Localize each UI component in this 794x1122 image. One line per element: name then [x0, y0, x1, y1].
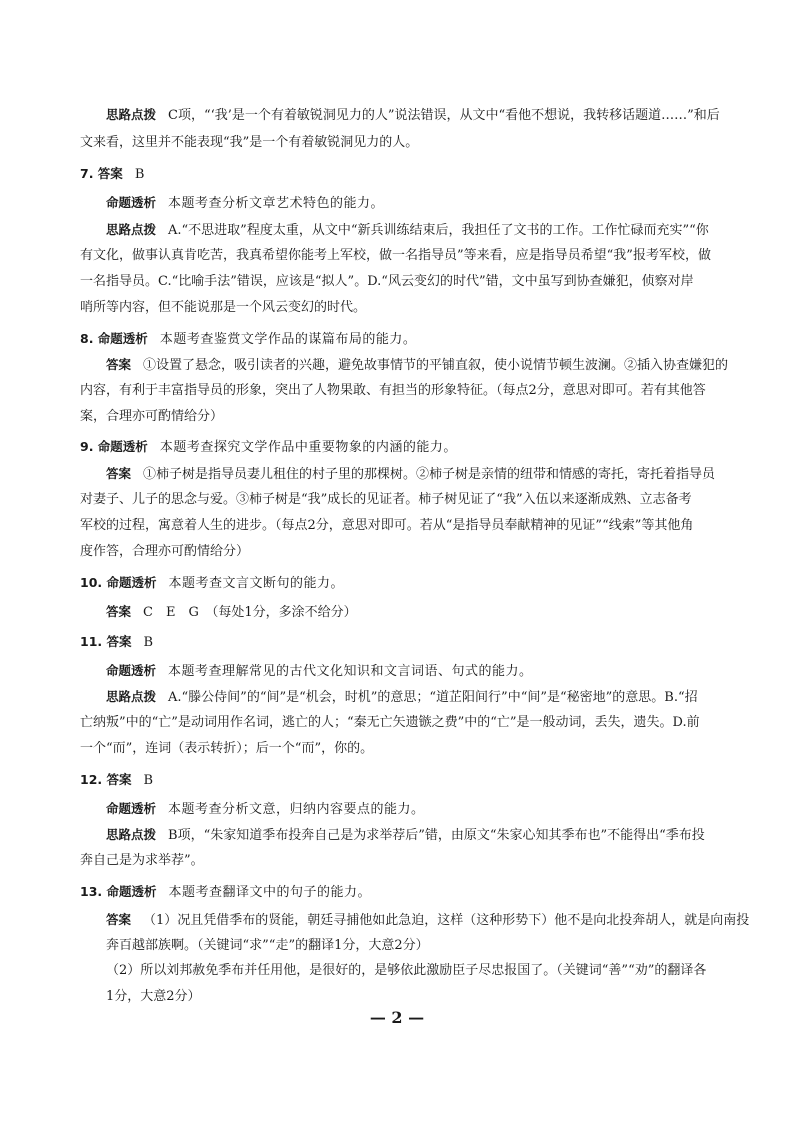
- line-text: B项，“朱家知道季布投奔自己是为求举荐后”错，由原文“朱家心知其季布也”不能得出“季布投: [168, 828, 705, 843]
- text-line: [80, 247, 711, 265]
- line-text: 案，合理亦可酌情给分）: [80, 409, 224, 424]
- text-line: [80, 134, 418, 152]
- section-label: 思路点拨: [106, 689, 157, 704]
- line-text: C E G （每处1分，多涂不给分）: [143, 605, 357, 620]
- section-label: 答案: [106, 912, 132, 927]
- text-line: [80, 771, 153, 790]
- text-line: [80, 714, 700, 732]
- text-line: [80, 299, 366, 317]
- text-line: [106, 194, 384, 213]
- text-line: [106, 662, 533, 681]
- text-line: [106, 988, 201, 1006]
- text-line: [80, 740, 373, 758]
- line-text: 军校的过程，寓意着人生的进步。（每点2分，意思对即可。若从“是指导员奉献精神的见证”“线索”等其他角: [80, 518, 694, 533]
- line-text: B: [143, 773, 154, 788]
- text-line: [80, 883, 371, 902]
- section-label: 13. 命题透析: [80, 884, 157, 899]
- line-text: 一个“而”，连词（表示转折）；后一个“而”，你的。: [80, 741, 374, 756]
- text-line: [106, 937, 429, 955]
- line-text: 奔百越部族啊。（关键词“求”“走”的翻译1分，大意2分）: [106, 938, 429, 953]
- text-line: [106, 465, 715, 484]
- line-text: ①柿子树是指导员妻儿租住的村子里的那棵树。②柿子树是亲情的纽带和情感的寄托，寄托着指导员: [143, 467, 716, 482]
- section-label: 答案: [106, 466, 132, 481]
- text-line: [106, 800, 425, 819]
- line-text: 奔自己是为求举荐”。: [80, 853, 204, 868]
- line-text: 度作答，合理亦可酌情给分）: [80, 544, 250, 559]
- line-text: 亡纳叛”中的“亡”是动词用作名词，逃亡的人；“秦无亡矢遗镞之费”中的“亡”是一般动词，丢失，遗失。D.前: [80, 715, 700, 730]
- section-label: 命题透析: [106, 195, 157, 210]
- text-line: [80, 438, 457, 457]
- text-line: [80, 633, 153, 652]
- section-label: 10. 命题透析: [80, 575, 157, 590]
- section-label: 7. 答案: [80, 166, 123, 181]
- line-text: 本题考查文言文断句的能力。: [168, 576, 345, 591]
- section-label: 思路点拨: [106, 222, 157, 237]
- line-text: 哨所等内容，但不能说那是一个风云变幻的时代。: [80, 300, 367, 315]
- section-label: 9. 命题透析: [80, 439, 148, 454]
- line-text: 文来看，这里并不能表现“我”是一个有着敏锐洞见力的人。: [80, 135, 419, 150]
- text-line: [80, 408, 223, 426]
- line-text: 本题考查翻译文中的句子的能力。: [168, 885, 372, 900]
- line-text: ①设置了悬念，吸引读者的兴趣，避免故事情节的平铺直叙，使小说情节顿生波澜。②插入协查嫌犯的: [143, 358, 729, 373]
- text-line: [80, 273, 694, 291]
- text-line: [106, 688, 698, 707]
- text-line: [106, 911, 749, 930]
- line-text: 一名指导员。C.“比喻手法”错误，应该是“拟人”。D.“风云变幻的时代”错，文中虽写到协查嫌犯，侦察对岸: [80, 274, 694, 289]
- line-text: 本题考查分析文意，归纳内容要点的能力。: [168, 802, 425, 817]
- text-line: [80, 852, 204, 870]
- section-label: 8. 命题透析: [80, 331, 148, 346]
- line-text: 对妻子、儿子的思念与爱。③柿子树是“我”成长的见证者。柿子树见证了“我”入伍以来逐渐成熟、立志备考: [80, 492, 692, 507]
- line-text: 本题考查分析文章艺术特色的能力。: [168, 196, 385, 211]
- section-label: 命题透析: [106, 801, 157, 816]
- text-line: [80, 491, 692, 509]
- line-text: 本题考查探究文学作品中重要物象的内涵的能力。: [159, 440, 457, 455]
- section-label: 12. 答案: [80, 772, 132, 787]
- line-text: 本题考查理解常见的古代文化知识和文言词语、句式的能力。: [168, 664, 533, 679]
- line-text: 有文化，做事认真肯吃苦，我真希望你能考上军校，做一名指导员”等来看，应是指导员希望“我”报考军校，做: [80, 248, 711, 263]
- text-line: [80, 165, 144, 184]
- line-text: B: [134, 167, 145, 182]
- page-number: — 2 —: [369, 1008, 425, 1027]
- line-text: A.“不思进取”程度太重，从文中“新兵训练结束后，我担任了文书的工作。工作忙碌而充实”“你: [168, 223, 709, 238]
- line-text: 1分，大意2分）: [106, 989, 201, 1004]
- text-line: [106, 221, 709, 240]
- text-line: [106, 962, 706, 980]
- text-line: [106, 603, 357, 622]
- text-line: [80, 382, 706, 400]
- section-label: 答案: [106, 357, 132, 372]
- text-line: [80, 517, 693, 535]
- section-label: 思路点拨: [106, 827, 157, 842]
- text-line: [80, 330, 416, 349]
- line-text: 内容，有利于丰富指导员的形象，突出了人物果敢、有担当的形象特征。（每点2分，意思对即可。若有其他答: [80, 383, 706, 398]
- text-line: [106, 356, 728, 375]
- text-line: [80, 543, 249, 561]
- line-text: A.“滕公侍间”的“间”是“机会，时机”的意思；“道芷阳间行”中“间”是“秘密地”的意思。B.“招: [168, 690, 698, 705]
- section-label: 答案: [106, 604, 132, 619]
- section-label: 思路点拨: [106, 107, 157, 122]
- line-text: （2）所以刘邦赦免季布并任用他，是很好的，是够依此激励臣子尽忠报国了。（关键词“善”“劝”的翻译各: [106, 963, 707, 978]
- text-line: [106, 826, 705, 845]
- text-line: [80, 574, 344, 593]
- line-text: C项，“‘我’是一个有着敏锐洞见力的人”说法错误，从文中“看他不想说，我转移话题道……”和后: [168, 108, 720, 123]
- line-text: 本题考查鉴赏文学作品的谋篇布局的能力。: [159, 332, 417, 347]
- section-label: 11. 答案: [80, 634, 132, 649]
- text-line: [106, 106, 720, 125]
- line-text: B: [143, 635, 154, 650]
- line-text: （1）况且凭借季布的贤能，朝廷寻捕他如此急迫，这样（这种形势下）他不是向北投奔胡人，就是向南投: [143, 913, 750, 928]
- section-label: 命题透析: [106, 663, 157, 678]
